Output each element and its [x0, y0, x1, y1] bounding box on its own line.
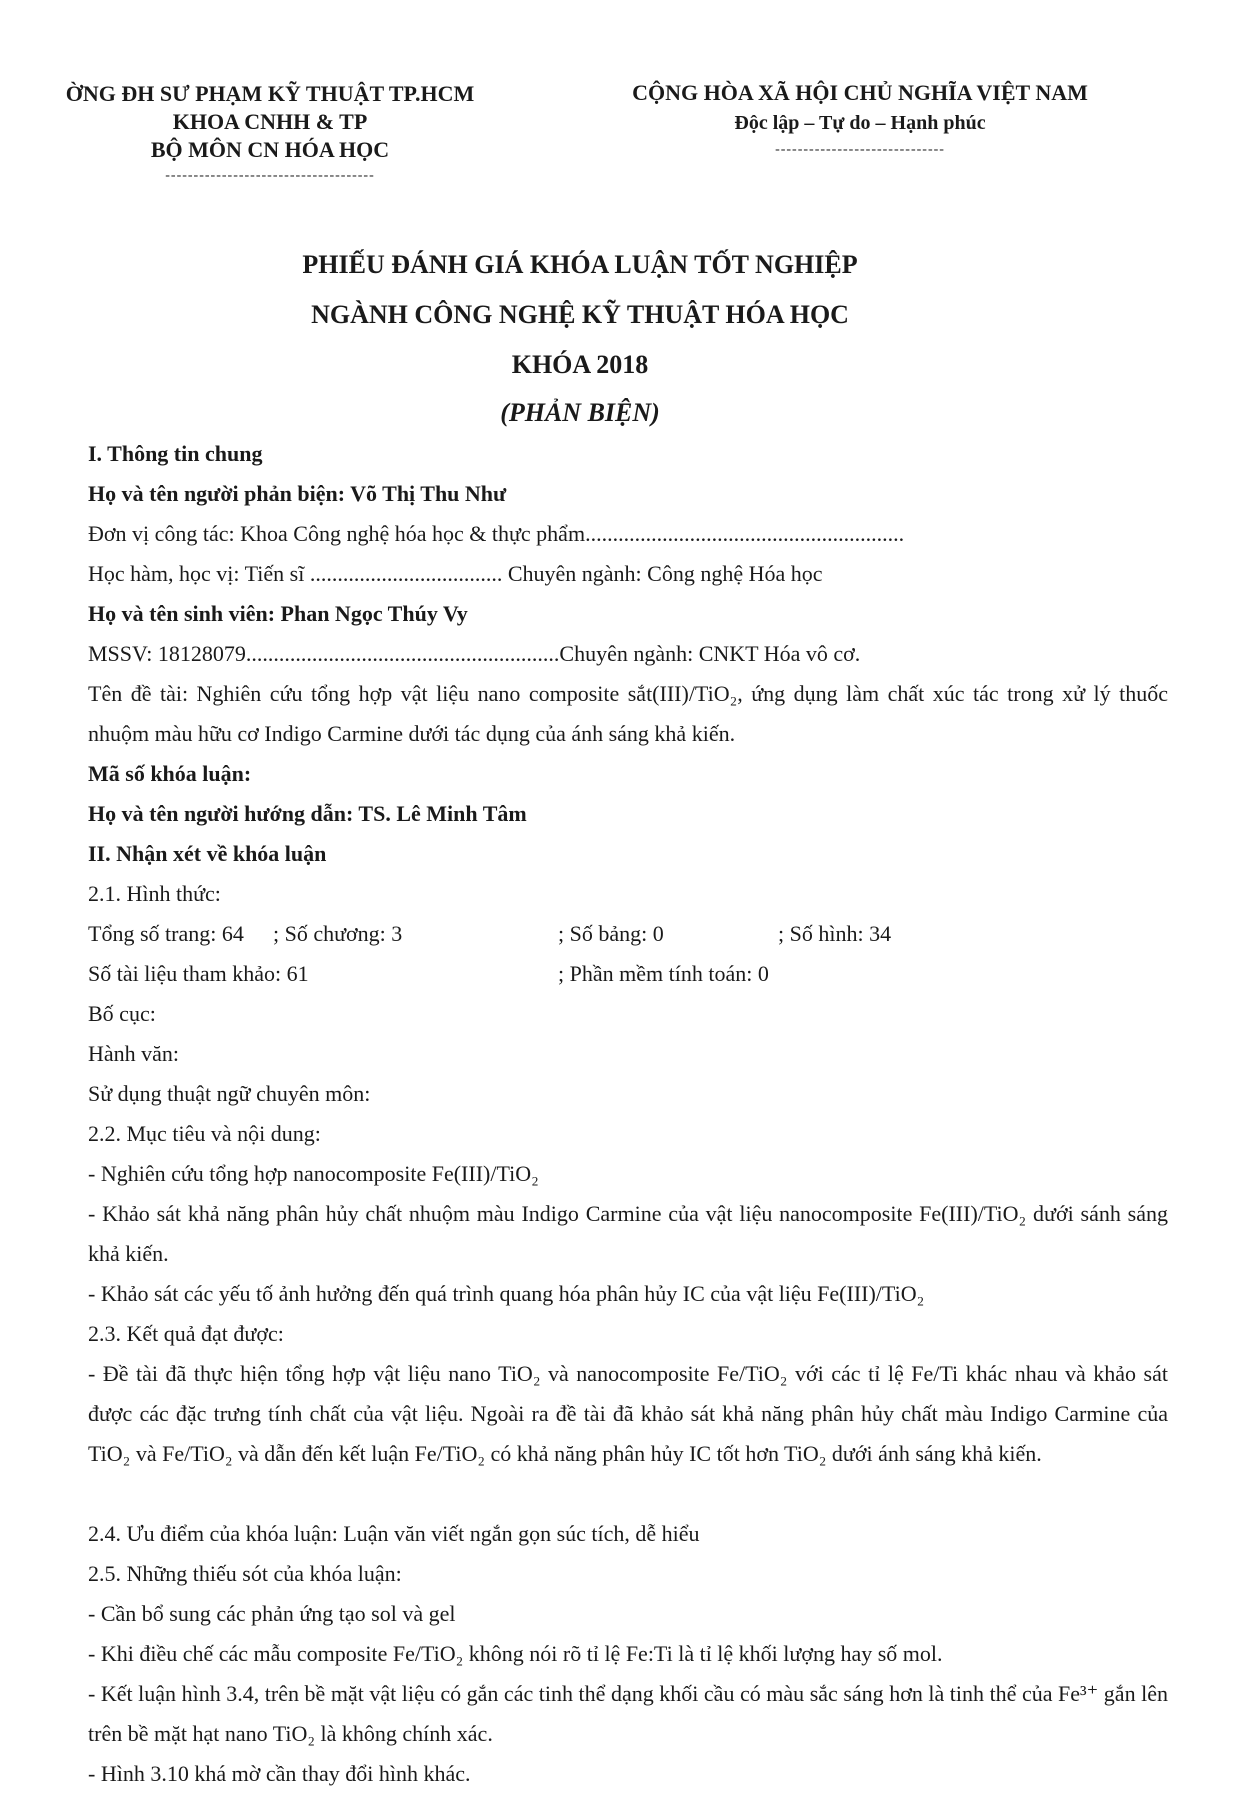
form-heading: 2.1. Hình thức: [88, 881, 221, 906]
thesis-code: Mã số khóa luận: [88, 761, 252, 786]
strengths-text: 2.4. Ưu điểm của khóa luận: Luận văn viết ngắn gọn súc tích, dễ hiểu [88, 1521, 700, 1546]
layout-label: Bố cục: [88, 1001, 156, 1026]
reference-count: Số tài liệu tham khảo: 61 [88, 961, 309, 986]
form-title-line-2: NGÀNH CÔNG NGHỆ KỸ THUẬT HÓA HỌC [311, 300, 849, 329]
header-left-rule: ------------------------------------- [165, 168, 375, 183]
results-heading: 2.3. Kết quả đạt được: [88, 1321, 284, 1346]
weakness-item: - Hình 3.10 khá mờ cần thay đổi hình khác. [88, 1761, 471, 1786]
writing-label: Hành văn: [88, 1041, 180, 1066]
goal-item: - Nghiên cứu tổng hợp nanocomposite Fe(III)/TiO₂ [88, 1161, 539, 1186]
section-general-heading: I. Thông tin chung [88, 441, 263, 466]
goal-item: - Khảo sát các yếu tố ảnh hưởng đến quá trình quang hóa phân hủy IC của vật liệu Fe(III)/TiO₂ [88, 1281, 925, 1306]
weaknesses-heading: 2.5. Những thiếu sót của khóa luận: [88, 1561, 402, 1586]
advisor-name: Họ và tên người hướng dẫn: TS. Lê Minh Tâm [88, 801, 527, 826]
student-id: MSSV: 18128079.........................................................Chuyên ngành: CNKT Hóa vô cơ. [88, 641, 861, 666]
department-name: BỘ MÔN CN HÓA HỌC [150, 137, 390, 162]
results-text: - Đề tài đã thực hiện tổng hợp vật liệu nano TiO₂ và nanocomposite Fe/TiO₂ với các tỉ lệ Fe/Ti khác nhau và khảo sát được các đặc trưng tính chất của vật liệu. Ngoài ra đề tài đã khảo sát khả năng phân hủy chất màu Indigo Carmine của TiO₂ và Fe/TiO₂ và dẫn đến kết luận Fe/TiO₂ có khả năng phân hủy IC tốt hơn TiO₂ dưới ánh sáng khả kiến. [88, 1361, 1168, 1466]
weakness-item: - Khi điều chế các mẫu composite Fe/TiO₂ không nói rõ tỉ lệ Fe:Ti là tỉ lệ khối lượng hay số mol. [88, 1641, 943, 1666]
stats-row-1 [88, 914, 1168, 954]
software-count: ; Phần mềm tính toán: 0 [558, 961, 769, 986]
nation-title: CỘNG HÒA XÃ HỘI CHỦ NGHĨA VIỆT NAM [632, 80, 1088, 105]
weakness-item: - Kết luận hình 3.4, trên bề mặt vật liệu có gắn các tinh thể dạng khối cầu có màu sắc sáng hơn là tinh thể của Fe³⁺ gắn lên trên bề mặt hạt nano TiO₂ là không chính xác. [88, 1681, 1168, 1746]
chapter-count: ; Số chương: 3 [273, 921, 403, 946]
weakness-item: - Cần bổ sung các phản ứng tạo sol và gel [88, 1601, 456, 1626]
work-unit: Đơn vị công tác: Khoa Công nghệ hóa học & thực phẩm.......................................................... [88, 521, 905, 546]
national-motto: Độc lập – Tự do – Hạnh phúc [734, 112, 986, 134]
header-right-rule: ------------------------------ [775, 142, 945, 157]
thesis-topic: Tên đề tài: Nghiên cứu tổng hợp vật liệu nano composite sắt(III)/TiO₂, ứng dụng làm chất xúc tác trong xử lý thuốc nhuộm màu hữu cơ Indigo Carmine dưới tác dụng của ánh sáng khả kiến. [88, 681, 1168, 746]
reviewer-name: Họ và tên người phản biện: Võ Thị Thu Như [88, 481, 507, 506]
terminology-label: Sử dụng thuật ngữ chuyên môn: [88, 1081, 371, 1106]
form-title-line-3: KHÓA 2018 [511, 350, 649, 379]
page-count: Tổng số trang: 64 [88, 921, 244, 946]
student-name: Họ và tên sinh viên: Phan Ngọc Thúy Vy [88, 601, 468, 626]
national-header [595, 78, 1125, 158]
stats-row-2 [88, 954, 1168, 994]
academic-degree: Học hàm, học vị: Tiến sĩ ................................... Chuyên ngành: Công nghệ Hóa học [88, 561, 823, 586]
goal-item: - Khảo sát khả năng phân hủy chất nhuộm màu Indigo Carmine của vật liệu nanocomposite Fe(III)/TiO₂ dưới sánh sáng khả kiến. [88, 1201, 1168, 1266]
form-body [88, 434, 1168, 1794]
form-title-line-4: (PHẢN BIỆN) [500, 398, 660, 427]
faculty-name: KHOA CNHH & TP [172, 109, 368, 134]
section-review-heading: II. Nhận xét về khóa luận [88, 841, 327, 866]
school-name: ỜNG ĐH SƯ PHẠM KỸ THUẬT TP.HCM [65, 81, 475, 106]
institution-header [40, 80, 500, 184]
figure-count: ; Số hình: 34 [778, 921, 892, 946]
goals-heading: 2.2. Mục tiêu và nội dung: [88, 1121, 321, 1146]
form-title-line-1: PHIẾU ĐÁNH GIÁ KHÓA LUẬN TỐT NGHIỆP [302, 250, 858, 279]
table-count: ; Số bảng: 0 [558, 921, 664, 946]
